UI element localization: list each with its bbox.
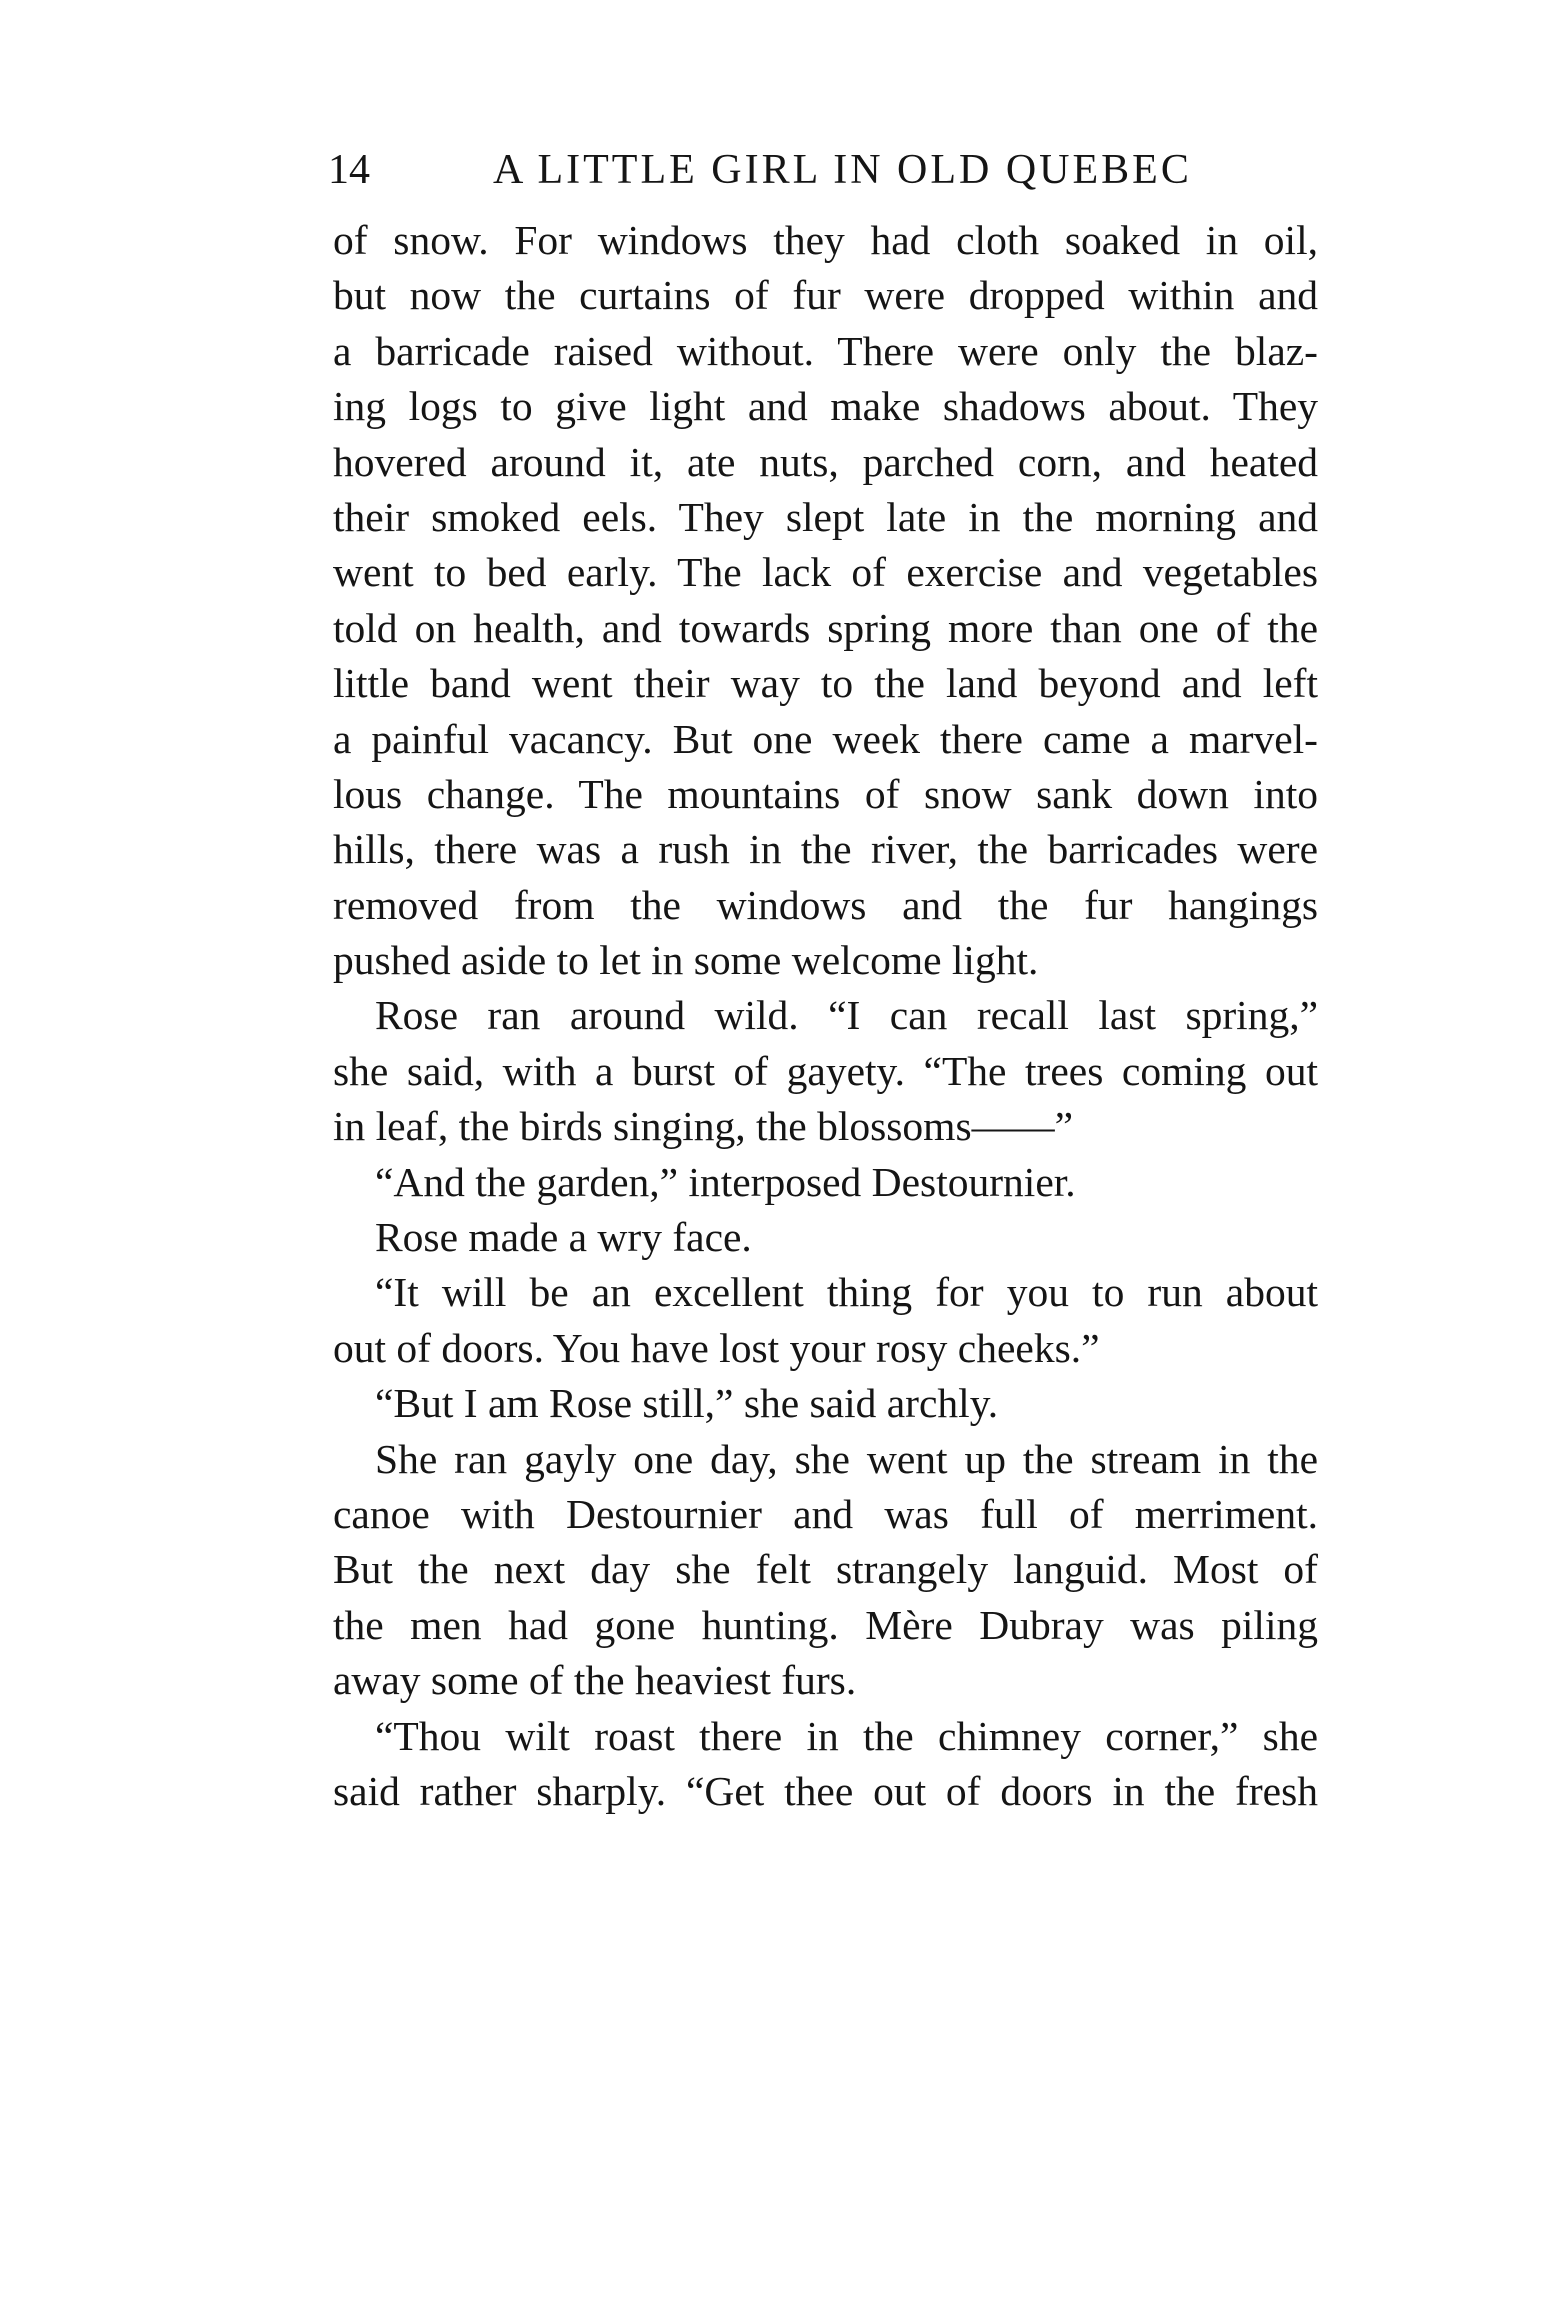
text-line: a painful vacancy. But one week there came a marvel-: [333, 715, 1318, 762]
text-line: pushed aside to let in some welcome light.: [333, 937, 1039, 984]
text-line: away some of the heaviest furs.: [333, 1657, 857, 1704]
text-line: But the next day she felt strangely languid. Most of: [333, 1546, 1318, 1593]
text-line: hovered around it, ate nuts, parched corn, and heated: [333, 438, 1318, 485]
body-text: [333, 213, 1318, 1819]
text-line: She ran gayly one day, she went up the stream in the: [375, 1435, 1318, 1482]
text-line: said rather sharply. “Get thee out of doors in the fresh: [333, 1767, 1318, 1814]
text-line: “Thou wilt roast there in the chimney corner,” she: [375, 1712, 1318, 1759]
text-line: told on health, and towards spring more than one of the: [333, 604, 1318, 651]
text-line: canoe with Destournier and was full of merriment.: [333, 1490, 1318, 1537]
text-line: of snow. For windows they had cloth soaked in oil,: [333, 217, 1318, 263]
text-line: Rose ran around wild. “I can recall last spring,”: [375, 992, 1318, 1039]
text-line: out of doors. You have lost your rosy cheeks.”: [333, 1324, 1100, 1371]
text-line: she said, with a burst of gayety. “The trees coming out: [333, 1047, 1318, 1094]
text-line: Rose made a wry face.: [375, 1214, 752, 1261]
text-line: “But I am Rose still,” she said archly.: [375, 1380, 999, 1427]
text-line: “It will be an excellent thing for you to run about: [375, 1269, 1318, 1316]
text-line: “And the garden,” interposed Destournier.: [375, 1158, 1076, 1205]
text-line: removed from the windows and the fur hangings: [333, 881, 1318, 928]
text-line: ing logs to give light and make shadows about. They: [333, 383, 1318, 430]
page-number: 14: [328, 147, 370, 193]
text-line: in leaf, the birds singing, the blossoms——”: [333, 1103, 1074, 1150]
text-line: lous change. The mountains of snow sank down into: [333, 770, 1318, 817]
text-line: little band went their way to the land beyond and left: [333, 660, 1318, 707]
text-line: hills, there was a rush in the river, the barricades were: [333, 826, 1318, 873]
page-header: [328, 140, 1328, 200]
text-line: a barricade raised without. There were only the blaz-: [333, 327, 1318, 374]
text-line: their smoked eels. They slept late in the morning and: [333, 493, 1318, 540]
text-line: the men had gone hunting. Mère Dubray was piling: [333, 1601, 1318, 1648]
running-title: A LITTLE GIRL IN OLD QUEBEC: [493, 147, 1192, 193]
text-line: but now the curtains of fur were dropped within and: [333, 272, 1318, 319]
text-line: went to bed early. The lack of exercise and vegetables: [333, 549, 1318, 596]
